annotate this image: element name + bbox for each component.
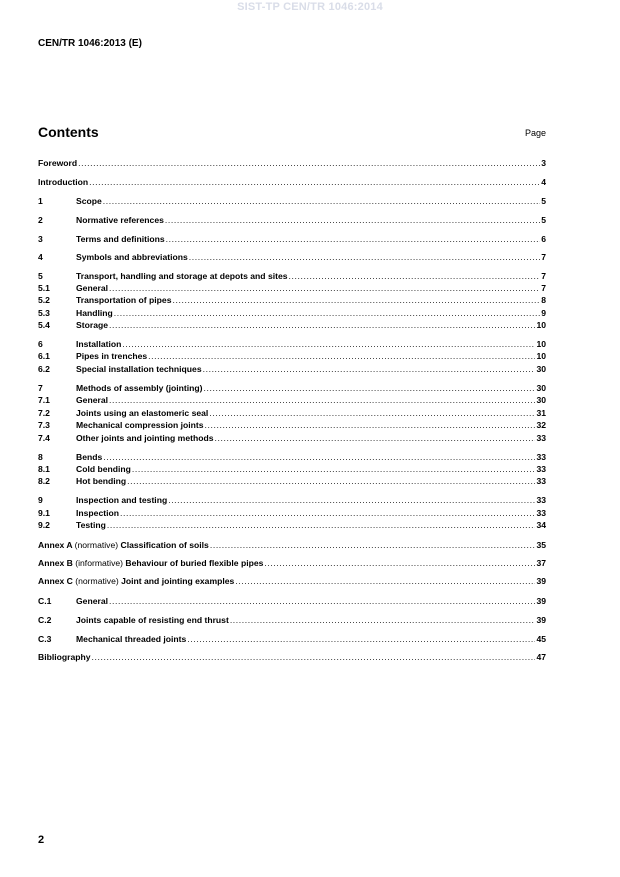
toc-entry-number: 8 <box>38 452 43 462</box>
annex-label: Annex A <box>38 540 73 550</box>
toc-entry-title: Normative references <box>76 215 164 225</box>
toc-entry-5-4[interactable] <box>38 320 546 331</box>
toc-entry-7-1[interactable] <box>38 395 546 406</box>
toc-entry-6-1[interactable] <box>38 351 546 362</box>
leader-dots <box>205 420 536 431</box>
toc-entry-title: Scope <box>76 196 102 206</box>
annex-type: (normative) <box>74 540 119 550</box>
leader-dots <box>109 320 535 331</box>
toc-entry-number: 2 <box>38 215 43 225</box>
toc-entry-title: Inspection and testing <box>76 495 168 505</box>
toc-entry-foreword[interactable] <box>38 158 546 169</box>
toc-entry-title: Foreword <box>38 158 78 168</box>
toc-entry-title: Hot bending <box>76 476 127 486</box>
toc-entry-7-4[interactable] <box>38 433 546 444</box>
toc-entry-page: 39 <box>536 615 546 625</box>
leader-dots <box>114 308 540 319</box>
leader-dots <box>209 408 535 419</box>
toc-entry-6[interactable] <box>38 339 546 350</box>
toc-entry-title: General <box>76 283 109 293</box>
toc-entry-title: Storage <box>76 320 108 330</box>
toc-entry-number: 9.1 <box>38 508 50 518</box>
toc-entry-number: 6 <box>38 339 43 349</box>
toc-entry-number: 7.3 <box>38 420 50 430</box>
toc-entry-page: 39 <box>536 596 546 606</box>
page-number: 2 <box>38 834 45 846</box>
page-column-label: Page <box>524 128 546 138</box>
leader-dots <box>109 596 535 607</box>
toc-entry-title: Introduction <box>38 177 89 187</box>
toc-entry-page: 10 <box>536 351 546 361</box>
toc-entry-number: C.2 <box>38 615 52 625</box>
toc-entry-7-3[interactable] <box>38 420 546 431</box>
toc-entry-c-3[interactable] <box>38 634 546 645</box>
toc-entry-9[interactable] <box>38 495 546 506</box>
toc-entry-number: 5 <box>38 271 43 281</box>
toc-entry-c-1[interactable] <box>38 596 546 607</box>
toc-entry-page: 6 <box>541 234 546 244</box>
toc-entry-page: 33 <box>536 433 546 443</box>
toc-entry-page: 30 <box>536 383 546 393</box>
leader-dots <box>109 283 540 294</box>
toc-entry-4[interactable] <box>38 252 546 263</box>
toc-entry-number: 5.4 <box>38 320 50 330</box>
toc-entry-title: Mechanical compression joints <box>76 420 204 430</box>
toc-entry-number: 9.2 <box>38 520 50 530</box>
toc-entry-number: 6.1 <box>38 351 50 361</box>
toc-entry-title: Testing <box>76 520 106 530</box>
toc-entry-title: Joints using an elastomeric seal <box>76 408 209 418</box>
toc-entry-number: 3 <box>38 234 43 244</box>
toc-entry-page: 5 <box>541 196 546 206</box>
toc-entry-title: Terms and definitions <box>76 234 165 244</box>
leader-dots <box>127 476 535 487</box>
toc-entry-page: 7 <box>541 252 546 262</box>
toc-entry-8[interactable] <box>38 452 546 463</box>
toc-entry-page: 45 <box>536 634 546 644</box>
toc-entry-title: Bends <box>76 452 103 462</box>
toc-entry-title: Pipes in trenches <box>76 351 148 361</box>
leader-dots <box>215 433 536 444</box>
toc-entry-introduction[interactable] <box>38 177 546 188</box>
leader-dots <box>210 540 536 551</box>
toc-entry-number: 5.2 <box>38 295 50 305</box>
leader-dots <box>187 634 535 645</box>
toc-entry-page: 31 <box>536 408 546 418</box>
leader-dots <box>78 158 540 169</box>
toc-entry-page: 30 <box>536 364 546 374</box>
contents-heading: Contents <box>38 124 99 140</box>
leader-dots <box>165 215 540 226</box>
toc-entry-page: 30 <box>536 395 546 405</box>
toc-entry-page: 32 <box>536 420 546 430</box>
watermark: SIST-TP CEN/TR 1046:2014 <box>237 1 383 13</box>
leader-dots <box>107 520 536 531</box>
leader-dots <box>120 508 535 519</box>
toc-entry-title: Cold bending <box>76 464 131 474</box>
leader-dots <box>203 364 536 375</box>
toc-entry-page: 7 <box>541 271 546 281</box>
toc-entry-5[interactable] <box>38 271 546 282</box>
leader-dots <box>103 452 535 463</box>
leader-dots <box>189 252 540 263</box>
annex-label: Annex C <box>38 576 73 586</box>
toc-entry-page: 39 <box>536 576 546 586</box>
leader-dots <box>173 295 541 306</box>
toc-entry-page: 7 <box>541 283 546 293</box>
annex-name: Behaviour of buried flexible pipes <box>125 558 264 568</box>
toc-entry-title: Mechanical threaded joints <box>76 634 187 644</box>
toc-entry-number: 8.2 <box>38 476 50 486</box>
toc-entry-page: 33 <box>536 508 546 518</box>
toc-entry-6-2[interactable] <box>38 364 546 375</box>
toc-entry-page: 8 <box>541 295 546 305</box>
toc-entry-number: 9 <box>38 495 43 505</box>
toc-entry-page: 33 <box>536 452 546 462</box>
annex-type: (normative) <box>75 576 119 586</box>
leader-dots <box>166 234 541 245</box>
toc-entry-title: Installation <box>76 339 122 349</box>
document-id: CEN/TR 1046:2013 (E) <box>38 38 142 49</box>
toc-entry-page: 35 <box>536 540 546 550</box>
toc-entry-3[interactable] <box>38 234 546 245</box>
toc-entry-title: Transportation of pipes <box>76 295 172 305</box>
toc-entry-number: 7.2 <box>38 408 50 418</box>
toc-entry-page: 4 <box>541 177 546 187</box>
toc-entry-7[interactable] <box>38 383 546 394</box>
toc-entry-page: 10 <box>536 320 546 330</box>
leader-dots <box>148 351 535 362</box>
toc-entry-8-2[interactable] <box>38 476 546 487</box>
toc-entry-page: 9 <box>541 308 546 318</box>
leader-dots <box>235 576 535 587</box>
toc-entry-5-1[interactable] <box>38 283 546 294</box>
toc-entry-page: 33 <box>536 495 546 505</box>
toc-entry-page: 3 <box>541 158 546 168</box>
toc-entry-title: Handling <box>76 308 113 318</box>
toc-entry-1[interactable] <box>38 196 546 207</box>
toc-entry-number: 7 <box>38 383 43 393</box>
toc-entry-annex-a[interactable] <box>38 540 546 551</box>
leader-dots <box>230 615 536 626</box>
toc-annex-title <box>38 576 234 587</box>
toc-entry-number: C.1 <box>38 596 52 606</box>
toc-entry-page: 47 <box>536 652 546 662</box>
leader-dots <box>204 383 536 394</box>
toc-entry-number: 1 <box>38 196 43 206</box>
toc-entry-number: 6.2 <box>38 364 50 374</box>
toc-entry-number: 7.1 <box>38 395 50 405</box>
annex-name: Joint and jointing examples <box>121 576 235 586</box>
toc-annex-title <box>38 540 209 551</box>
toc-entry-title: Symbols and abbreviations <box>76 252 188 262</box>
toc-entry-9-2[interactable] <box>38 520 546 531</box>
toc-entry-c-2[interactable] <box>38 615 546 626</box>
toc-entry-title: Bibliography <box>38 652 91 662</box>
toc-entry-page: 34 <box>536 520 546 530</box>
leader-dots <box>289 271 541 282</box>
toc-entry-number: 8.1 <box>38 464 50 474</box>
toc-entry-number: 4 <box>38 252 43 262</box>
leader-dots <box>168 495 535 506</box>
toc-entry-title: Special installation techniques <box>76 364 202 374</box>
toc-entry-7-2[interactable] <box>38 408 546 419</box>
leader-dots <box>103 196 540 207</box>
toc-entry-title: Other joints and jointing methods <box>76 433 214 443</box>
toc-entry-title: Methods of assembly (jointing) <box>76 383 203 393</box>
toc-entry-page: 33 <box>536 464 546 474</box>
toc-entry-page: 5 <box>541 215 546 225</box>
toc-entry-8-1[interactable] <box>38 464 546 475</box>
toc-entry-page: 33 <box>536 476 546 486</box>
leader-dots <box>92 652 536 663</box>
toc-entry-page: 37 <box>536 558 546 568</box>
toc-annex-title <box>38 558 263 569</box>
toc-entry-title: Joints capable of resisting end thrust <box>76 615 229 625</box>
toc-entry-title: General <box>76 395 109 405</box>
toc-entry-5-3[interactable] <box>38 308 546 319</box>
leader-dots <box>132 464 536 475</box>
toc-entry-title: Inspection <box>76 508 119 518</box>
toc-entry-annex-c[interactable] <box>38 576 546 587</box>
toc-entry-5-2[interactable] <box>38 295 546 306</box>
toc-entry-bibliography[interactable] <box>38 652 546 663</box>
toc-entry-number: 5.3 <box>38 308 50 318</box>
annex-label: Annex B <box>38 558 73 568</box>
toc-entry-9-1[interactable] <box>38 508 546 519</box>
annex-name: Classification of soils <box>120 540 209 550</box>
leader-dots <box>122 339 535 350</box>
toc-entry-title: General <box>76 596 109 606</box>
toc-entry-page: 10 <box>536 339 546 349</box>
toc-entry-title: Transport, handling and storage at depots and sites <box>76 271 288 281</box>
toc-entry-2[interactable] <box>38 215 546 226</box>
annex-type: (informative) <box>75 558 124 568</box>
toc-entry-number: 5.1 <box>38 283 50 293</box>
leader-dots <box>89 177 540 188</box>
leader-dots <box>109 395 535 406</box>
toc-entry-number: C.3 <box>38 634 52 644</box>
toc-entry-number: 7.4 <box>38 433 50 443</box>
toc-entry-annex-b[interactable] <box>38 558 546 569</box>
leader-dots <box>264 558 535 569</box>
